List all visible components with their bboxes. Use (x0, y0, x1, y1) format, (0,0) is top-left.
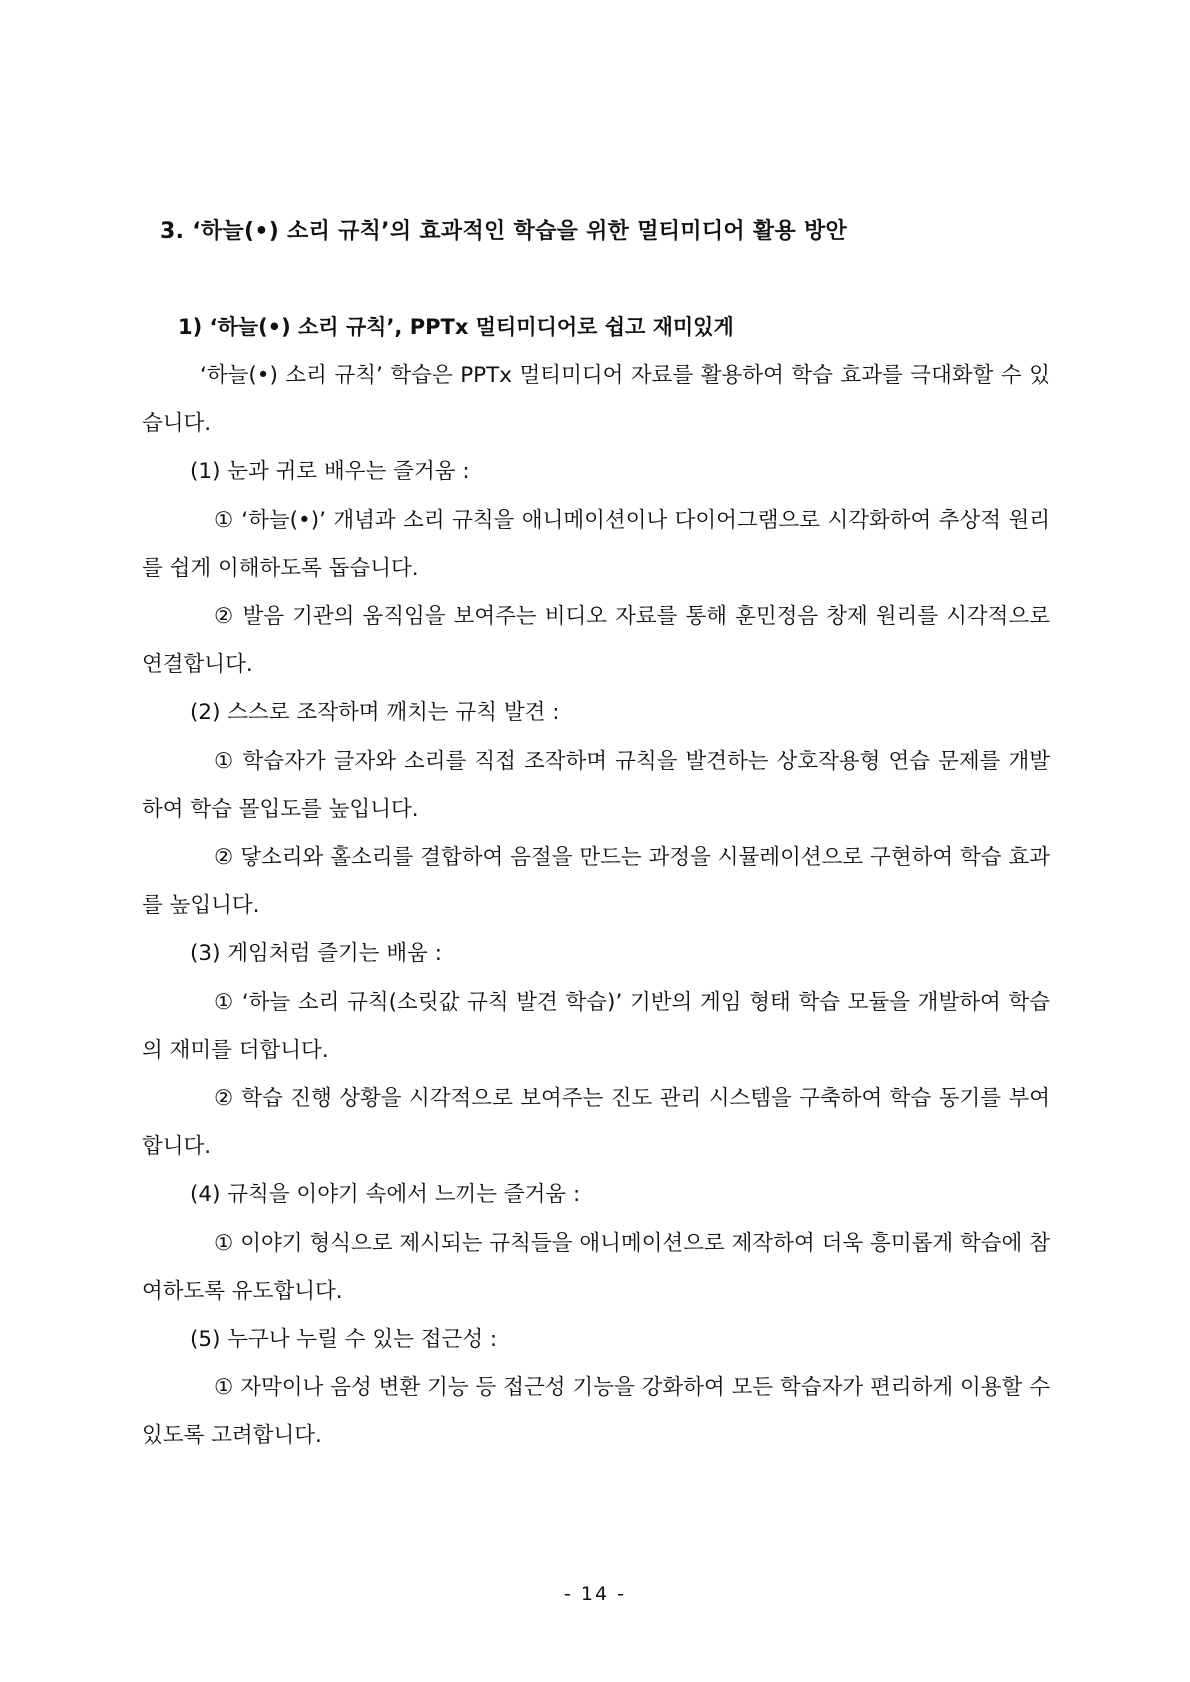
item-3-point-2: ② 학습 진행 상황을 시각적으로 보여주는 진도 관리 시스템을 구축하여 학습 동기를 부여합니다. (142, 1086, 1050, 1160)
item-5-point-1: ① 자막이나 음성 변환 기능 등 접근성 기능을 강화하여 모든 학습자가 편리하게 이용할 수 있도록 고려합니다. (142, 1375, 1050, 1449)
section-title: 3. ‘하늘(•) 소리 규칙’의 효과적인 학습을 위한 멀티미디어 활용 방안 (160, 219, 848, 244)
subsection-title: 1) ‘하늘(•) 소리 규칙’, PPTx 멀티미디어로 쉽고 재미있게 (178, 315, 734, 339)
item-5-title: (5) 누구나 누릴 수 있는 접근성 : (190, 1327, 498, 1353)
intro-paragraph: ‘하늘(•) 소리 규칙’ 학습은 PPTx 멀티미디어 자료를 활용하여 학습 효과를 극대화할 수 있습니다. (142, 363, 1050, 437)
page-number: - 14 - (564, 1583, 626, 1605)
item-3-point-1: ① ‘하늘 소리 규칙(소릿값 규칙 발견 학습)’ 기반의 게임 형태 학습 모듈을 개발하여 학습의 재미를 더합니다. (142, 989, 1050, 1063)
item-4-title: (4) 규칙을 이야기 속에서 느끼는 즐거움 : (190, 1182, 581, 1208)
item-1-point-2: ② 발음 기관의 움직임을 보여주는 비디오 자료를 통해 훈민정음 창제 원리를 시각적으로 연결합니다. (142, 604, 1050, 678)
item-1-title: (1) 눈과 귀로 배우는 즐거움 : (190, 459, 470, 485)
item-3-title: (3) 게임처럼 즐기는 배움 : (190, 941, 442, 967)
item-2-point-2: ② 닿소리와 홀소리를 결합하여 음절을 만드는 과정을 시뮬레이션으로 구현하여 학습 효과를 높입니다. (142, 845, 1050, 919)
item-2-title: (2) 스스로 조작하며 깨치는 규칙 발견 : (190, 700, 560, 726)
item-4-point-1: ① 이야기 형식으로 제시되는 규칙들을 애니메이션으로 제작하여 더욱 흥미롭게 학습에 참여하도록 유도합니다. (142, 1230, 1050, 1304)
body-text (142, 352, 1050, 1461)
item-2-point-1: ① 학습자가 글자와 소리를 직접 조작하며 규칙을 발견하는 상호작용형 연습 문제를 개발하여 학습 몰입도를 높입니다. (142, 748, 1050, 822)
item-1-point-1: ① ‘하늘(•)’ 개념과 소리 규칙을 애니메이션이나 다이어그램으로 시각화하여 추상적 원리를 쉽게 이해하도록 돕습니다. (142, 507, 1050, 581)
